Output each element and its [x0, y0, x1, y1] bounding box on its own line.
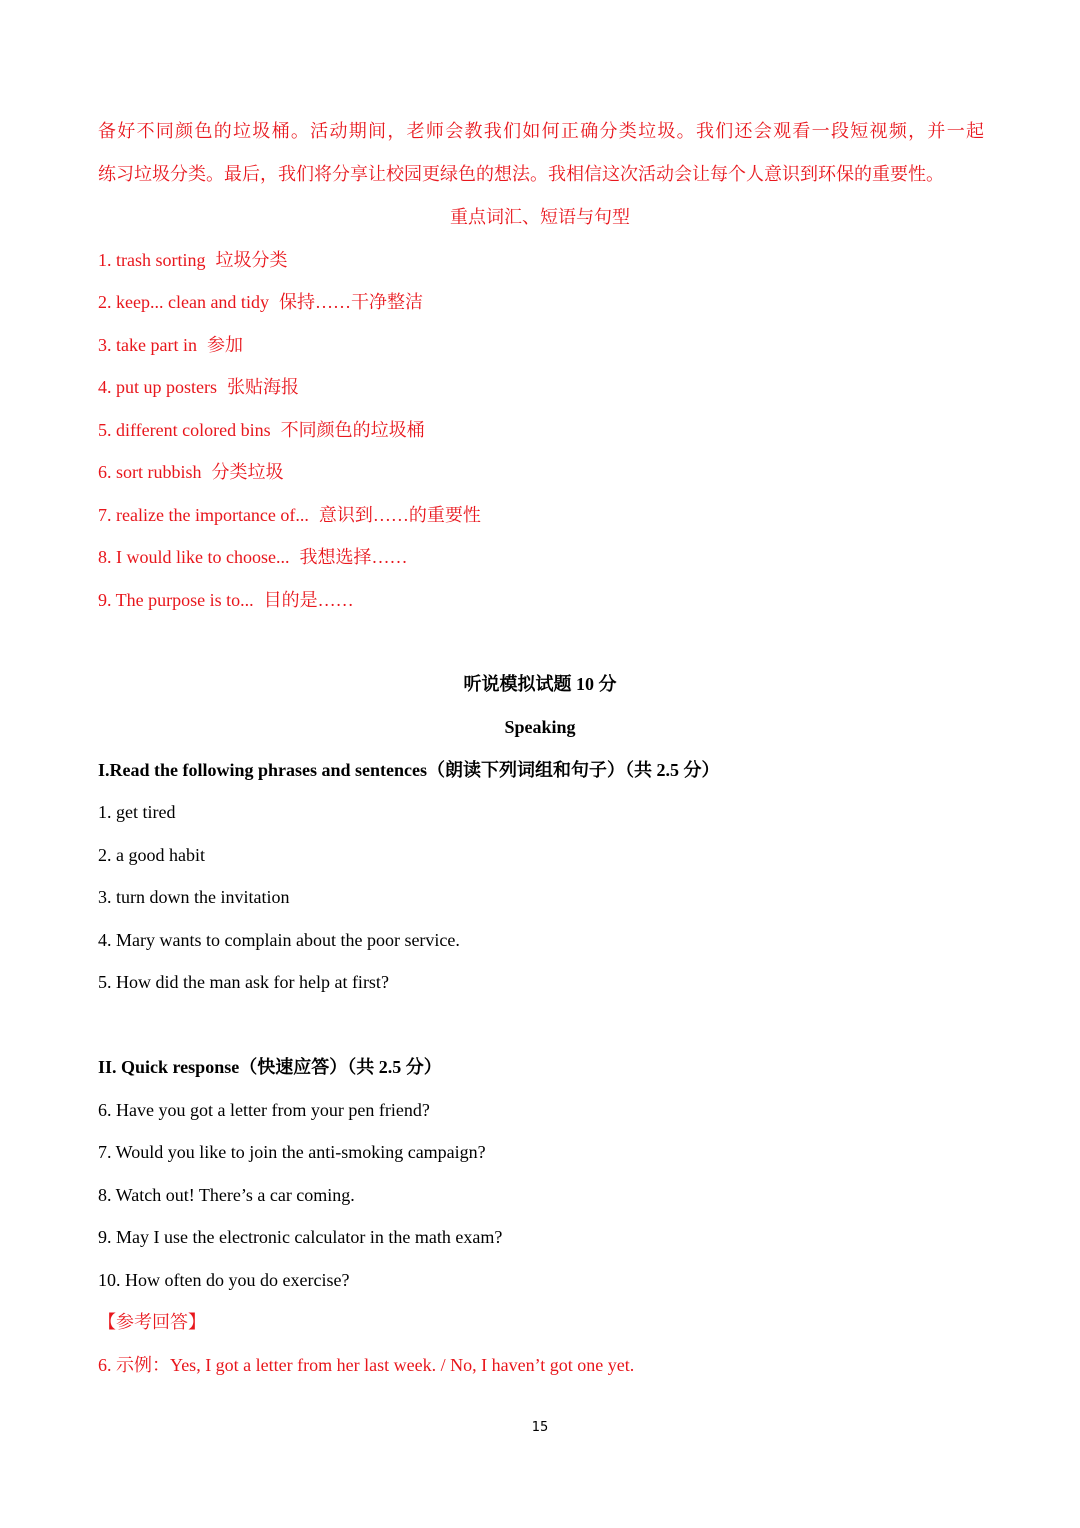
section2-item: 10. How often do you do exercise? — [98, 1270, 350, 1290]
vocab-item — [98, 376, 299, 398]
reference-label: 【参考回答】 — [98, 1312, 206, 1332]
speaking-title: Speaking — [504, 717, 576, 737]
vocab-item — [98, 334, 243, 356]
vocab-zh: 分类垃圾 — [211, 462, 284, 482]
section1-item: 1. get tired — [98, 802, 176, 822]
vocab-en: 7. realize the importance of... — [98, 505, 309, 525]
section2-item: 9. May I use the electronic calculator in the math exam? — [98, 1227, 503, 1247]
vocab-item — [98, 589, 354, 611]
vocab-zh: 我想选择…… — [299, 547, 408, 567]
vocab-zh: 垃圾分类 — [215, 250, 288, 270]
vocab-en: 2. keep... clean and tidy — [98, 292, 269, 312]
intro-line-1: 备好不同颜色的垃圾桶。活动期间，老师会教我们如何正确分类垃圾。我们还会观看一段短视频，并一起 — [98, 121, 984, 141]
vocab-item — [98, 546, 407, 568]
section2-item: 7. Would you like to join the anti-smoking campaign? — [98, 1142, 486, 1162]
section2-item: 6. Have you got a letter from your pen friend? — [98, 1100, 430, 1120]
vocab-en: 1. trash sorting — [98, 250, 206, 270]
section1-item: 5. How did the man ask for help at first? — [98, 972, 389, 992]
section1-item: 2. a good habit — [98, 845, 205, 865]
vocab-zh: 保持……干净整洁 — [278, 292, 423, 312]
vocab-heading: 重点词汇、短语与句型 — [450, 207, 630, 227]
vocab-zh: 不同颜色的垃圾桶 — [280, 420, 425, 440]
vocab-en: 5. different colored bins — [98, 420, 271, 440]
vocab-item — [98, 504, 481, 526]
intro-line-2: 练习垃圾分类。最后，我们将分享让校园更绿色的想法。我相信这次活动会让每个人意识到环保的重要性。 — [98, 164, 944, 184]
vocab-en: 9. The purpose is to... — [98, 590, 254, 610]
reference-answer: 6. 示例：Yes, I got a letter from her last week. / No, I haven’t got one yet. — [98, 1355, 635, 1375]
vocab-item — [98, 291, 423, 313]
vocab-item — [98, 419, 425, 441]
vocab-en: 3. take part in — [98, 335, 197, 355]
vocab-zh: 意识到……的重要性 — [318, 505, 481, 525]
vocab-zh: 张贴海报 — [227, 377, 299, 397]
section1-item: 4. Mary wants to complain about the poor service. — [98, 930, 460, 950]
page-number: 15 — [531, 1420, 549, 1435]
vocab-zh: 目的是…… — [263, 590, 354, 610]
section2-heading: II. Quick response（快速应答）（共 2.5 分） — [98, 1057, 442, 1077]
vocab-item — [98, 461, 284, 483]
vocab-en: 8. I would like to choose... — [98, 547, 290, 567]
section2-item: 8. Watch out! There’s a car coming. — [98, 1185, 355, 1205]
vocab-en: 4. put up posters — [98, 377, 217, 397]
vocab-zh: 参加 — [206, 335, 243, 355]
vocab-en: 6. sort rubbish — [98, 462, 202, 482]
section1-item: 3. turn down the invitation — [98, 887, 290, 907]
exam-title: 听说模拟试题 10 分 — [463, 674, 617, 694]
vocab-item — [98, 249, 288, 271]
section1-heading: I.Read the following phrases and sentences（朗读下列词组和句子）（共 2.5 分） — [98, 760, 720, 780]
